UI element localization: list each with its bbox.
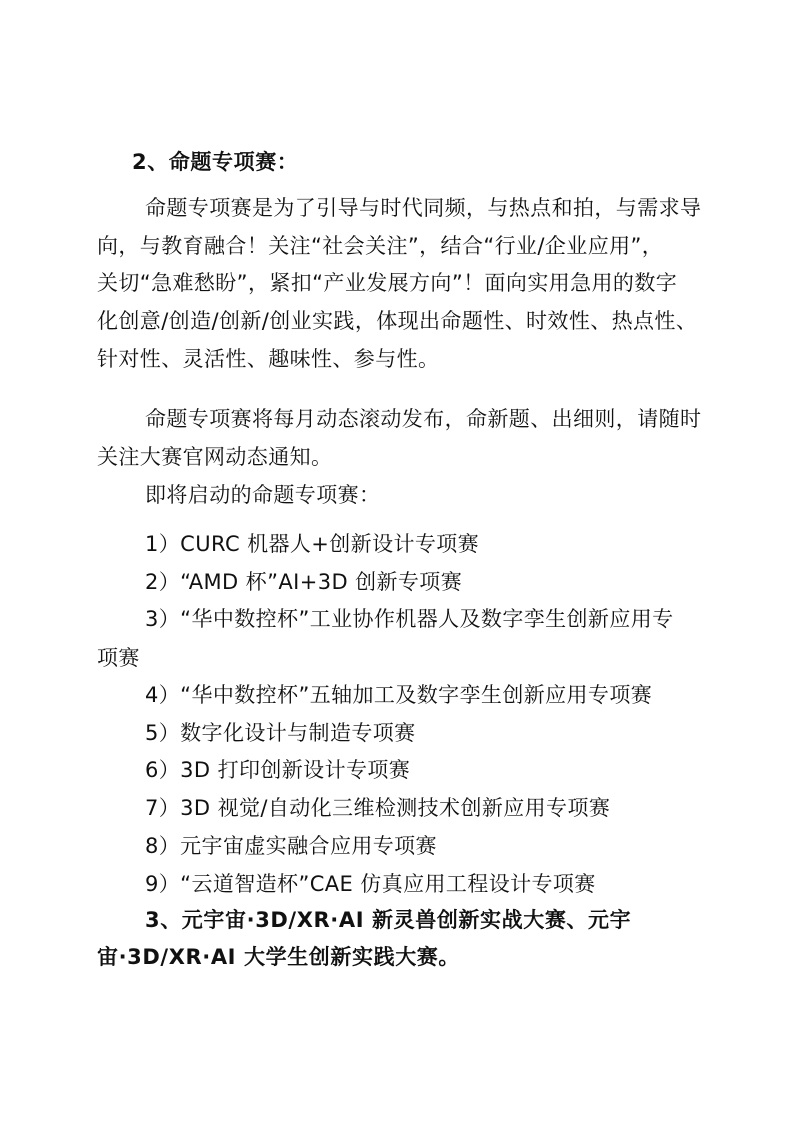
list-item: 9）“云道智造杯”CAE 仿真应用工程设计专项赛 — [145, 872, 596, 896]
list-item: 5）数字化设计与制造专项赛 — [145, 721, 416, 745]
list-item: 6）3D 打印创新设计专项赛 — [145, 758, 411, 782]
paragraph-1-line-1: 命题专项赛是为了引导与时代同频，与热点和拍，与需求导 — [145, 196, 702, 220]
section-3-heading-line-1: 3、元宇宙·3D/XR·AI 新灵兽创新实战大赛、元宇 — [145, 908, 632, 932]
list-item: 8）元宇宙虚实融合应用专项赛 — [145, 834, 437, 858]
list-item: 7）3D 视觉/自动化三维检测技术创新应用专项赛 — [145, 796, 611, 820]
upcoming-label: 即将启动的命题专项赛： — [145, 483, 381, 507]
list-item: 3）“华中数控杯”工业协作机器人及数字孪生创新应用专 — [145, 607, 674, 631]
list-item: 1）CURC 机器人+创新设计专项赛 — [145, 532, 480, 556]
paragraph-2-line-2: 关注大赛官网动态通知。 — [97, 445, 333, 469]
list-item: 4）“华中数控杯”五轴加工及数字孪生创新应用专项赛 — [145, 683, 653, 707]
paragraph-1-line-2: 向，与教育融合！关注“社会关注”，结合“行业/企业应用”， — [97, 234, 664, 258]
paragraph-1-line-5: 针对性、灵活性、趣味性、参与性。 — [97, 347, 440, 371]
list-item-continuation: 项赛 — [97, 646, 140, 670]
paragraph-1-line-4: 化创意/创造/创新/创业实践，体现出命题性、时效性、热点性、 — [97, 309, 698, 333]
section-3-heading-line-2: 宙·3D/XR·AI 大学生创新实践大赛。 — [97, 945, 461, 969]
section-2-heading: 2、命题专项赛： — [132, 150, 299, 174]
paragraph-2-line-1: 命题专项赛将每月动态滚动发布，命新题、出细则，请随时 — [145, 407, 702, 431]
paragraph-1-line-3: 关切“急难愁盼”，紧扣“产业发展方向”！面向实用急用的数字 — [97, 271, 678, 295]
list-item: 2）“AMD 杯”AI+3D 创新专项赛 — [145, 570, 463, 594]
